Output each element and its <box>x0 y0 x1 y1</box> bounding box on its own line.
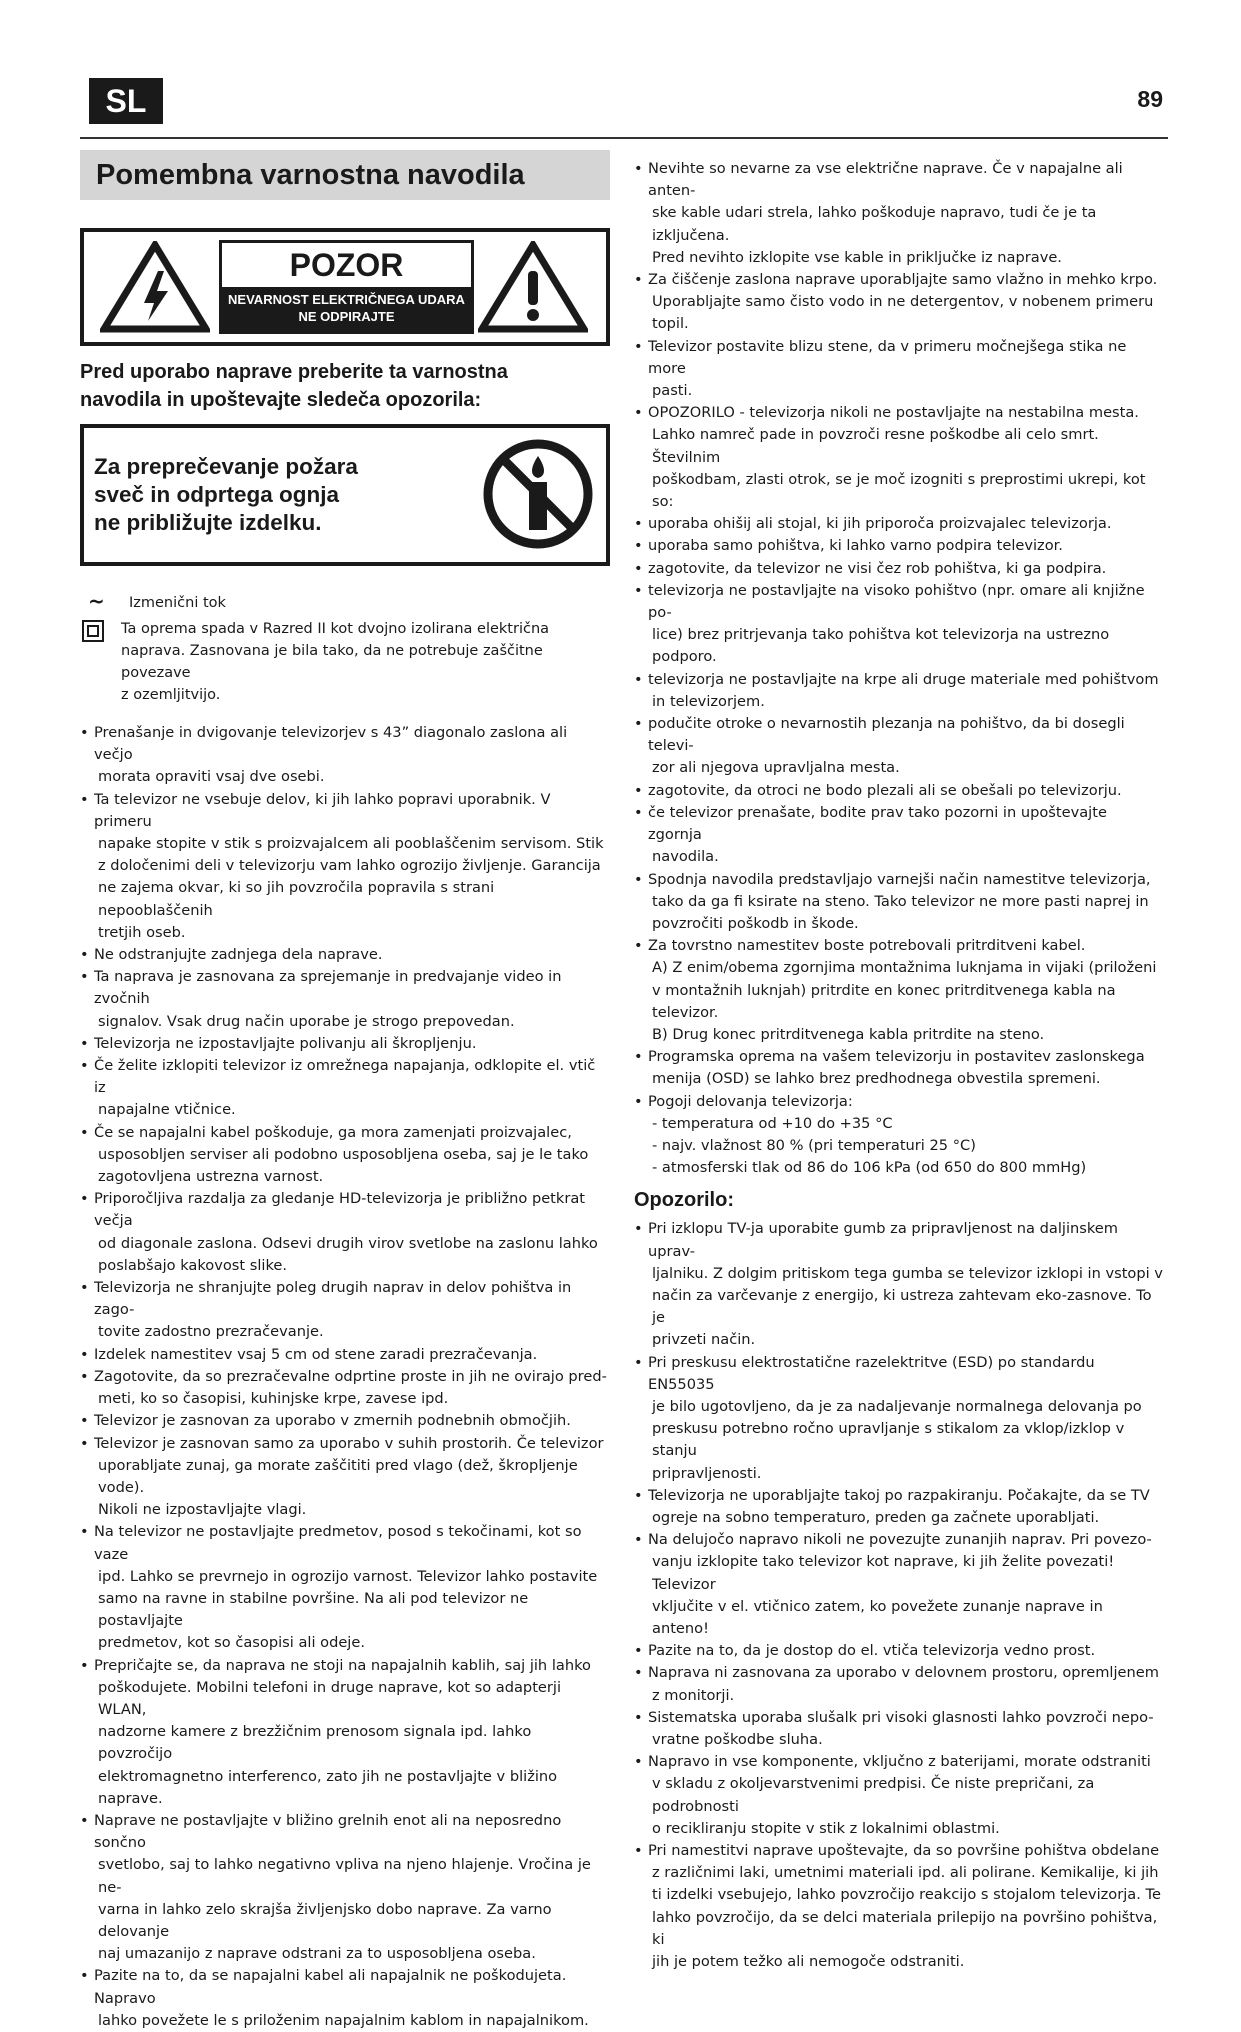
list-item-line: poslabšajo kakovost slike. <box>98 1256 288 1274</box>
list-item-line: • Pazite na to, da se napajalni kabel ali napajalnik ne poškodujeta. Napravo <box>94 1967 567 2007</box>
list-item-line: • Spodnja navodila predstavljajo varnejši način namestitve televizorja, <box>648 870 1151 888</box>
list-item <box>80 1433 610 1522</box>
list-item-line: • Priporočljiva razdalja za gledanje HD-televizorja je približno petkrat večja <box>94 1190 586 1230</box>
list-item-line: • Naprave ne postavljajte v bližino grelnih enot ali na neposredno sončno <box>94 1811 562 1852</box>
list-item-line: • Pogoji delovanja televizorja: <box>648 1092 853 1110</box>
list-item-line: način za varčevanje z energijo, ki ustreza zahtevam eko-zasnove. To je <box>652 1286 1152 1327</box>
list-item-line: z različnimi laki, umetnimi materiali ipd. ali polirane. Kemikalije, ki jih <box>652 1864 1159 1882</box>
list-item-line: • Sistematska uporaba slušalk pri visoki glasnosti lahko povzroči nepo- <box>648 1708 1154 1726</box>
list-item <box>634 1707 1164 1751</box>
list-item <box>634 558 1164 580</box>
intro-text <box>80 358 610 414</box>
ac-tilde-icon: ~ <box>88 589 105 613</box>
caution-text-box <box>219 240 474 334</box>
list-item <box>80 1521 610 1654</box>
list-item-line: svetlobo, saj to lahko negativno vpliva na njeno hlajenje. Vročina je ne- <box>98 1856 591 1896</box>
list-item-line: Pred nevihto izklopite vse kable in priključke iz naprave. <box>652 248 1062 266</box>
list-item-line: ti izdelki vsebujejo, lahko povzročijo reakcijo s stojalom televizorja. Te <box>652 1886 1161 1904</box>
list-item-line: • Prepričajte se, da naprava ne stoji na napajalnih kablih, saj jih lahko <box>94 1656 591 1674</box>
list-item-line: Lahko namreč pade in povzroči resne poškodbe ali celo smrt. Številnim <box>652 426 1099 466</box>
list-item-line: vratne poškodbe sluha. <box>652 1731 823 1749</box>
list-item-line: vključite v el. vtičnico zatem, ko povežete zunanje naprave in anteno! <box>652 1597 1103 1637</box>
symbol-text: naprava. Zasnovana je bila tako, da ne potrebuje zaščitne povezave <box>121 643 543 681</box>
list-item-line: vanju izklopite tako televizor kot naprave, ki jih želite povezati! Televizor <box>652 1553 1115 1593</box>
list-item-line: • Če se napajalni kabel poškoduje, ga mora zamenjati proizvajalec, <box>94 1123 572 1141</box>
list-item <box>634 1046 1164 1090</box>
list-item-line: • Za čiščenje zaslona naprave uporabljajte samo vlažno in mehko krpo. <box>648 271 1158 289</box>
list-item-line: lice) brez pritrjevanja tako pohištva kot televizorja na ustrezno podporo. <box>652 626 1110 666</box>
list-item-line: • Televizor je zasnovan za uporabo v zmernih podnebnih območjih. <box>94 1412 571 1430</box>
list-item-line: • Pri preskusu elektrostatične razelektritve (ESD) po standardu EN55035 <box>648 1353 1095 1393</box>
list-item <box>80 1655 610 1810</box>
page-number: 89 <box>1137 86 1163 112</box>
list-item-line: tretjih oseb. <box>98 923 186 941</box>
list-item-line: • Ne odstranjujte zadnjega dela naprave. <box>94 946 383 964</box>
list-item-line: - najv. vlažnost 80 % (pri temperaturi 25 °C) <box>652 1136 976 1154</box>
opozorilo-list <box>634 1218 1164 1973</box>
list-item-line: z monitorji. <box>652 1686 735 1704</box>
list-item-line: pripravljenosti. <box>652 1464 762 1482</box>
list-item-line: • televizorja ne postavljajte na visoko pohištvo (npr. omare ali knjižne po- <box>648 581 1145 622</box>
list-item-line: naj umazanijo z naprave odstrani za to usposobljena oseba. <box>98 1945 536 1963</box>
list-item <box>80 1366 610 1410</box>
list-item-line: privzeti način. <box>652 1331 756 1349</box>
list-item-line: • Izdelek namestitev vsaj 5 cm od stene zaradi prezračevanja. <box>94 1345 538 1363</box>
list-item <box>634 869 1164 936</box>
list-item-line: varna in lahko zelo skrajša življenjsko dobo naprave. Za varno delovanje <box>98 1900 552 1940</box>
list-item-line: morata opraviti vsaj dve osebi. <box>98 768 325 786</box>
list-item <box>634 580 1164 669</box>
list-item <box>634 935 1164 1046</box>
list-item <box>80 1344 610 1366</box>
list-item <box>634 158 1164 269</box>
list-item-line: ske kable udari strela, lahko poškoduje napravo, tudi če je ta izključena. <box>652 204 1097 244</box>
list-item-line: • Ta naprava je zasnovana za sprejemanje in predvajanje video in zvočnih <box>94 968 562 1008</box>
list-item <box>634 1485 1164 1529</box>
list-item-line: meti, ko so časopisi, kuhinjske krpe, zavese ipd. <box>98 1390 449 1408</box>
list-item <box>80 1188 610 1277</box>
right-safety-list <box>634 158 1164 1179</box>
fire-warning-text <box>94 453 404 537</box>
list-item-line: • Pazite na to, da je dostop do el. vtiča televizorja vedno prost. <box>648 1642 1096 1660</box>
list-item-line: - atmosferski tlak od 86 do 106 kPa (od 650 do 800 mmHg) <box>652 1159 1087 1177</box>
list-item <box>634 269 1164 336</box>
list-item <box>80 966 610 1033</box>
list-item-line: • če televizor prenašate, bodite prav tako pozorni in upoštevajte zgornja <box>648 803 1107 844</box>
list-item <box>80 1410 610 1432</box>
list-item-line: • Ta televizor ne vsebuje delov, ki jih lahko popravi uporabnik. V primeru <box>94 790 551 830</box>
list-item-line: poškodujete. Mobilni telefoni in druge naprave, kot so adapterji WLAN, <box>98 1678 562 1718</box>
list-item-line: • Če želite izklopiti televizor iz omrežnega napajanja, odklopite el. vtič iz <box>94 1057 596 1097</box>
list-item <box>634 1840 1164 1973</box>
list-item-line: povzročiti poškodb in škode. <box>652 914 859 932</box>
list-item <box>634 1218 1164 1351</box>
caution-heading: POZOR <box>289 247 404 283</box>
section-title: Pomembna varnostna navodila <box>80 150 610 200</box>
class-ii-double-square-icon <box>80 618 121 706</box>
list-item-line: • Naprava ni zasnovana za uporabo v delovnem prostoru, opremljenem <box>648 1664 1159 1682</box>
left-safety-list <box>80 722 610 2032</box>
list-item-line: • Televizor postavite blizu stene, da v primeru močnejšega stika ne more <box>648 337 1127 377</box>
list-item <box>80 1122 610 1189</box>
list-item <box>80 1810 610 1965</box>
list-item-line: z določenimi deli v televizorju vam lahko ogrozijo življenje. Garancija <box>98 857 601 875</box>
list-item-line: televizor. <box>652 1003 719 1021</box>
list-item-line: lahko povežete le s priloženim napajalnim kablom in napajalnikom. <box>98 2011 589 2029</box>
list-item-line: • zagotovite, da televizor ne visi čez rob pohištva, ki ga podpira. <box>648 559 1107 577</box>
list-item-line: napajalne vtičnice. <box>98 1101 236 1119</box>
list-item <box>634 535 1164 557</box>
symbol-text: Izmenični tok <box>129 595 226 611</box>
list-item-line: poškodbam, zlasti otrok, se je moč izogniti s preprostimi ukrepi, kot so: <box>652 470 1146 511</box>
list-item-line: zagotovljena ustrezna varnost. <box>98 1168 324 1186</box>
list-item-line: ogreje na sobno temperaturo, preden ga začnete uporabljati. <box>652 1508 1100 1526</box>
list-item <box>634 513 1164 535</box>
list-item-line: v skladu z okoljevarstvenimi predpisi. Če niste prepričani, za podrobnosti <box>652 1775 1095 1815</box>
list-item <box>634 780 1164 802</box>
list-item-line: • Televizorja ne uporabljajte takoj po razpakiranju. Počakajte, da se TV <box>648 1486 1150 1504</box>
list-item-line: • Televizorja ne shranjujte poleg drugih naprav in delov pohištva in zago- <box>94 1279 572 1319</box>
list-item-line: • Programska oprema na vašem televizorju in postavitev zaslonskega <box>648 1048 1145 1066</box>
list-item-line: A) Z enim/obema zgornjima montažnima luknjama in vijaki (priloženi <box>652 959 1157 977</box>
list-item-line: tako da ga fi ksirate na steno. Tako televizor ne more pasti naprej in <box>652 892 1149 910</box>
list-item-line: Uporabljajte samo čisto vodo in ne detergentov, v nobenem primeru <box>652 293 1154 311</box>
fire-line: ne približujte izdelku. <box>94 510 322 535</box>
no-open-flame-icon <box>482 438 594 550</box>
symbol-text: Ta oprema spada v Razred II kot dvojno izolirana električna <box>121 621 550 637</box>
list-item-line: napake stopite v stik s proizvajalcem ali pooblaščenim servisom. Stik <box>98 835 604 853</box>
list-item-line: topil. <box>652 315 689 333</box>
list-item <box>634 713 1164 780</box>
list-item-line: pasti. <box>652 382 693 400</box>
header-divider <box>80 137 1168 139</box>
list-item-line: • Prenašanje in dvigovanje televizorjev s 43” diagonalo zaslona ali večjo <box>94 724 568 764</box>
list-item <box>634 1751 1164 1840</box>
list-item-line: elektromagnetno interferenco, zato jih ne postavljajte v bližino naprave. <box>98 1767 558 1807</box>
list-item-line: • Nevihte so nevarne za vse električne naprave. Če v napajalne ali anten- <box>648 160 1123 200</box>
symbol-text: z ozemljitvijo. <box>121 687 221 703</box>
right-column <box>634 158 1164 1973</box>
list-item-line: • Pri izklopu TV-ja uporabite gumb za pripravljenost na daljinskem uprav- <box>648 1220 1118 1260</box>
list-item-line: • televizorja ne postavljajte na krpe ali druge materiale med pohištvom <box>648 670 1159 688</box>
list-item-line: menija (OSD) se lahko brez predhodnega obvestila spremeni. <box>652 1070 1101 1088</box>
caution-label <box>80 228 610 346</box>
intro-line: navodila in upoštevajte sledeča opozorila: <box>80 389 482 411</box>
list-item-line: B) Drug konec pritrditvenega kabla pritrdite na steno. <box>652 1025 1045 1043</box>
list-item <box>634 1352 1164 1485</box>
list-item-line: tovite zadostno prezračevanje. <box>98 1323 324 1341</box>
fire-warning-box <box>80 424 610 566</box>
list-item <box>634 669 1164 713</box>
list-item-line: - temperatura od +10 do +35 °C <box>652 1114 893 1132</box>
language-badge: SL <box>89 78 163 124</box>
list-item-line: od diagonale zaslona. Odsevi drugih virov svetlobe na zaslonu lahko <box>98 1234 598 1252</box>
list-item <box>80 1033 610 1055</box>
list-item-line: ne zajema okvar, ki so jih povzročila popravila s strani nepooblaščenih <box>98 879 495 919</box>
list-item-line: nadzorne kamere z brezžičnim prenosom signala ipd. lahko povzročijo <box>98 1723 532 1763</box>
symbol-row-ac <box>80 589 610 614</box>
list-item <box>80 722 610 789</box>
list-item <box>80 789 610 944</box>
list-item-line: in televizorjem. <box>652 692 765 710</box>
list-item-line: • uporaba ohišij ali stojal, ki jih priporoča proizvajalec televizorja. <box>648 515 1112 533</box>
electric-shock-warning-icon <box>100 241 210 333</box>
exclamation-warning-icon <box>478 241 588 333</box>
list-item-line: • Pri namestitvi naprave upoštevajte, da so površine pohištva obdelane <box>648 1842 1160 1860</box>
list-item-line: usposobljen serviser ali podobno usposobljena oseba, saj je le tako <box>98 1145 589 1163</box>
list-item <box>634 1662 1164 1706</box>
list-item-line: zor ali njegova upravljalna mesta. <box>652 759 900 777</box>
list-item-line: jih je potem težko ali nemogoče odstraniti. <box>652 1953 965 1971</box>
symbol-legend <box>80 589 610 706</box>
list-item-line: • uporaba samo pohištva, ki lahko varno podpira televizor. <box>648 537 1063 555</box>
opozorilo-heading: Opozorilo: <box>634 1189 734 1212</box>
list-item-line: • Televizor je zasnovan samo za uporabo v suhih prostorih. Če televizor <box>94 1434 604 1452</box>
list-item <box>80 1277 610 1344</box>
list-item-line: o recikliranju stopite v stik z lokalnimi oblastmi. <box>652 1819 1000 1837</box>
list-item <box>80 1965 610 2032</box>
list-item <box>634 802 1164 869</box>
list-item-line: signalov. Vsak drug način uporabe je strogo prepovedan. <box>98 1012 515 1030</box>
list-item <box>634 1529 1164 1640</box>
list-item-line: • Televizorja ne izpostavljajte polivanju ali škropljenju. <box>94 1034 477 1052</box>
list-item-line: • Na televizor ne postavljajte predmetov, posod s tekočinami, kot so vaze <box>94 1523 582 1563</box>
list-item-line: preskusu potrebno ročno upravljanje s stikalom za vklop/izklop v stanju <box>652 1420 1125 1460</box>
list-item-line: samo na ravne in stabilne površine. Na ali pod televizor ne postavljajte <box>98 1589 529 1630</box>
list-item-line: predmetov, kot so časopisi ali odeje. <box>98 1634 365 1652</box>
list-item <box>80 944 610 966</box>
left-column <box>80 150 610 2032</box>
list-item <box>80 1055 610 1122</box>
caution-line-1: NEVARNOST ELEKTRIČNEGA UDARA <box>228 292 465 307</box>
list-item-line: uporabljate zunaj, ga morate zaščititi pred vlago (dež, škropljenje vode). <box>98 1456 578 1496</box>
list-item <box>634 402 1164 513</box>
list-item-line: ipd. Lahko se prevrnejo in ogrozijo varnost. Televizor lahko postavite <box>98 1567 598 1585</box>
list-item-line: • podučite otroke o nevarnostih plezanja na pohištvo, da bi dosegli televi- <box>648 715 1125 755</box>
caution-line-2: NE ODPIRAJTE <box>298 309 395 324</box>
list-item-line: v montažnih luknjah) pritrdite en konec pritrditvenega kabla na <box>652 981 1116 999</box>
list-item-line: navodila. <box>652 848 719 866</box>
list-item <box>634 336 1164 403</box>
list-item-line: lahko povzročijo, da se delci materiala prilepijo na površino pohištva, ki <box>652 1908 1158 1948</box>
list-item-line: • Za tovrstno namestitev boste potrebovali pritrditveni kabel. <box>648 937 1086 955</box>
list-item-line: ljalniku. Z dolgim pritiskom tega gumba se televizor izklopi in vstopi v <box>652 1264 1163 1282</box>
list-item-line: • Na delujočo napravo nikoli ne povezujte zunanjih naprav. Pri povezo- <box>648 1531 1152 1549</box>
fire-line: Za preprečevanje požara <box>94 454 358 479</box>
list-item-line: je bilo ugotovljeno, da je za nadaljevanje normalnega delovanja po <box>652 1397 1142 1415</box>
list-item <box>634 1091 1164 1180</box>
symbol-row-class-ii <box>80 618 610 706</box>
list-item-line: • OPOZORILO - televizorja nikoli ne postavljajte na nestabilna mesta. <box>648 404 1139 422</box>
fire-line: sveč in odprtega ognja <box>94 482 340 507</box>
list-item-line: Nikoli ne izpostavljajte vlagi. <box>98 1501 307 1519</box>
list-item <box>634 1640 1164 1662</box>
list-item-line: • Napravo in vse komponente, vključno z baterijami, morate odstraniti <box>648 1753 1151 1771</box>
list-item-line: • Zagotovite, da so prezračevalne odprtine proste in jih ne ovirajo pred- <box>94 1367 607 1385</box>
intro-line: Pred uporabo naprave preberite ta varnostna <box>80 361 508 383</box>
caution-subtext <box>222 287 471 331</box>
list-item-line: • zagotovite, da otroci ne bodo plezali ali se obešali po televizorju. <box>648 781 1122 799</box>
